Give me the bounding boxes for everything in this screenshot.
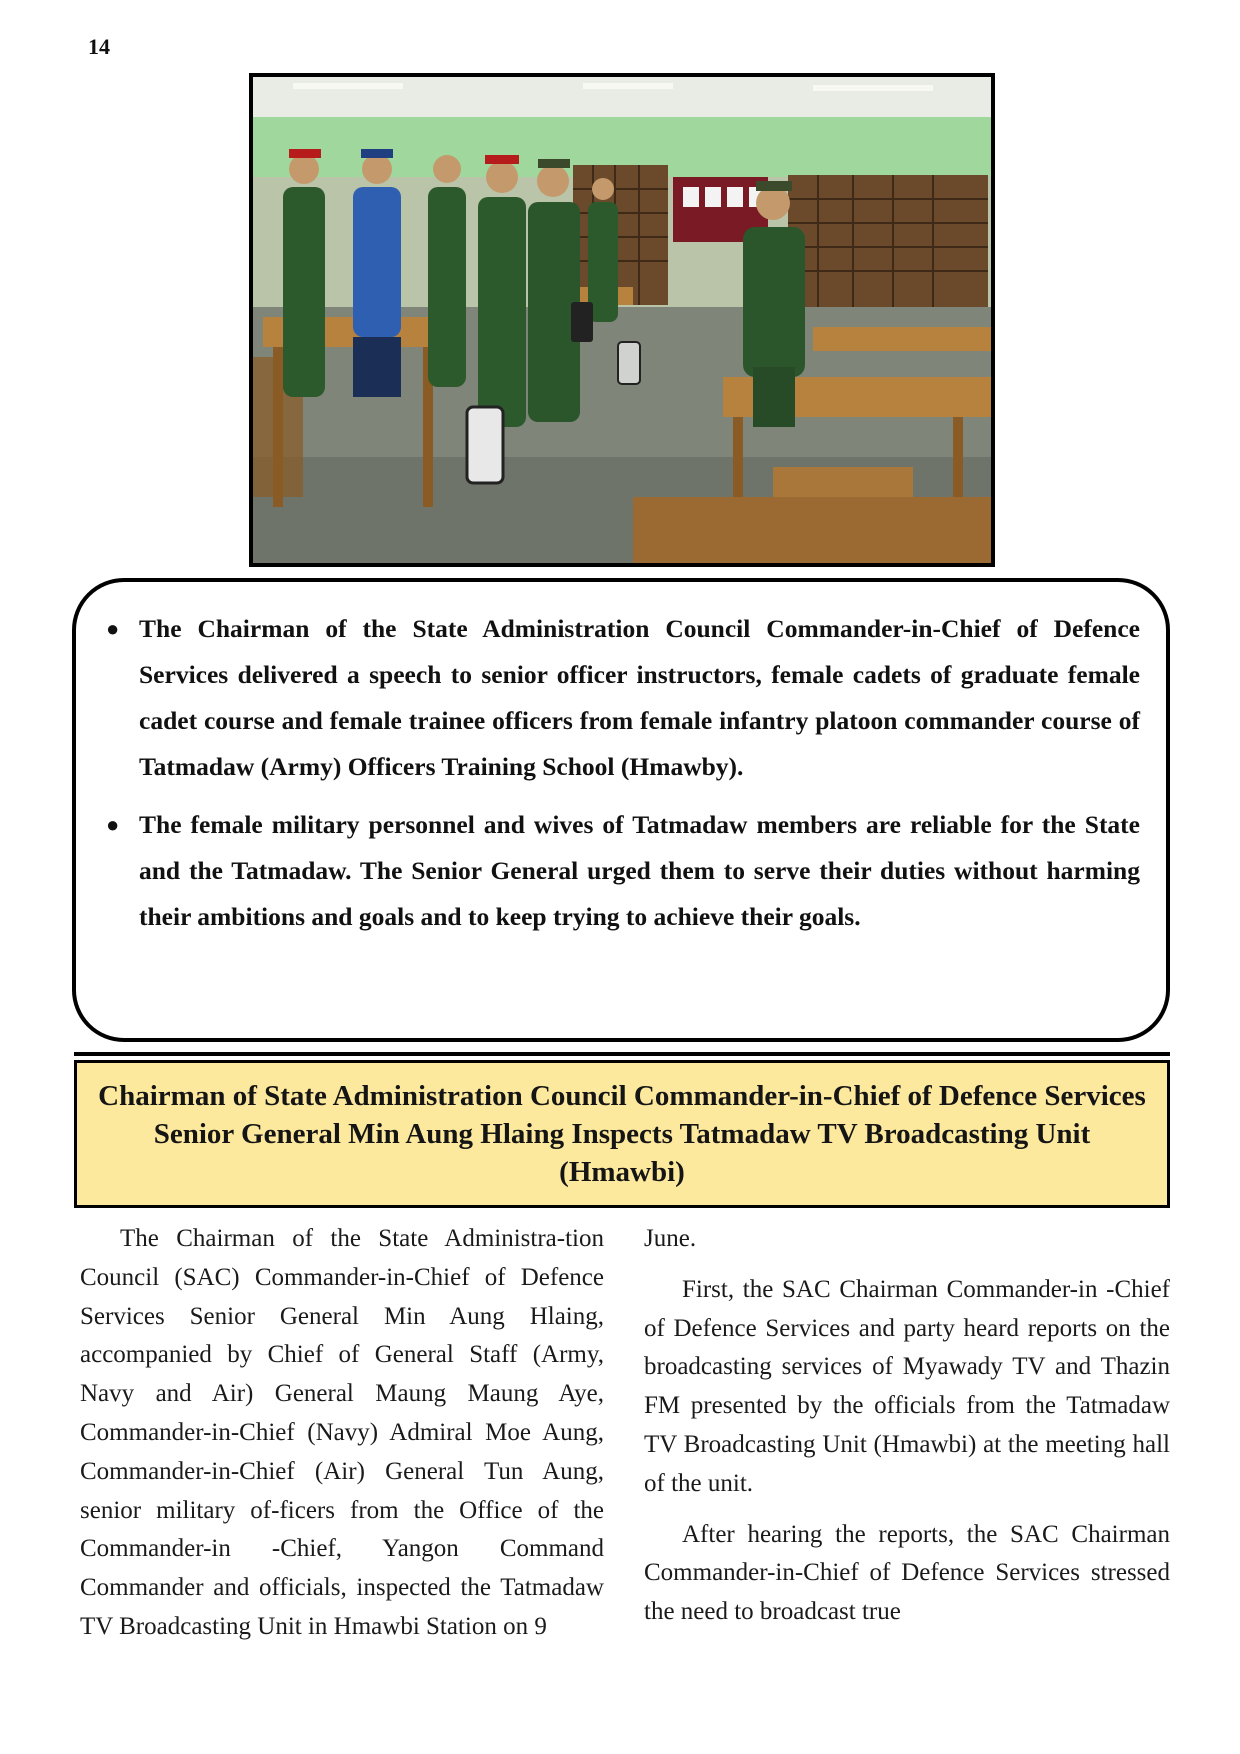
highlights-list bbox=[96, 606, 1140, 940]
highlight-item bbox=[96, 606, 1140, 790]
classroom-inspection-photo bbox=[249, 73, 995, 567]
bullet-icon: ● bbox=[106, 812, 120, 837]
article-body bbox=[80, 1220, 1170, 1700]
highlight-text: The Chairman of the State Administration Council Commander-in-Chief of Defence Services delivered a speech to senior officer instructors, female cadets of graduate female cadet course and female trainee officers from female infantry platoon commander course of Tatmadaw (Army) Officers Training School (Hmawby). bbox=[139, 614, 1140, 781]
photo-illustration bbox=[253, 77, 991, 563]
article-paragraph-continuation: June. bbox=[644, 1225, 697, 1252]
highlights-box bbox=[72, 578, 1170, 1042]
article-column-left bbox=[80, 1220, 604, 1647]
article-headline: Chairman of State Administration Council Commander-in-Chief of Defence Services Senior General Min Aung Hlaing Inspects Tatmadaw TV Broadcasting Unit (Hmawbi) bbox=[98, 1080, 1146, 1188]
bullet-icon: ● bbox=[106, 616, 120, 641]
section-divider bbox=[74, 1052, 1170, 1056]
article-headline-box bbox=[74, 1060, 1170, 1208]
article-paragraph: The Chairman of the State Administra-tion Council (SAC) Commander-in-Chief of Defence Services Senior General Min Aung Hlaing, accompanied by Chief of General Staff (Army, Navy and Air) General Maung Maung Aye, Commander-in-Chief (Navy) Admiral Moe Aung, Commander-in-Chief (Air) General Tun Aung, senior military of-ficers from the Office of the Commander-in -Chief, Yangon Command Commander and officials, inspected the Tatmadaw TV Broadcasting Unit in Hmawbi Station on 9 bbox=[80, 1225, 604, 1640]
article-paragraph: After hearing the reports, the SAC Chairman Commander-in-Chief of Defence Services stressed the need to broadcast true bbox=[644, 1520, 1170, 1626]
article-column-right bbox=[644, 1220, 1170, 1632]
highlight-item bbox=[96, 802, 1140, 940]
article-paragraph: First, the SAC Chairman Commander-in -Chief of Defence Services and party heard reports on the broadcasting services of Myawady TV and Thazin FM presented by the officials from the Tatmadaw TV Broadcasting Unit (Hmawbi) at the meeting hall of the unit. bbox=[644, 1275, 1170, 1497]
page-number: 14 bbox=[88, 34, 110, 59]
highlight-text: The female military personnel and wives of Tatmadaw members are reliable for the State and the Tatmadaw. The Senior General urged them to serve their duties without harming their ambitions and goals and to keep trying to achieve their goals. bbox=[139, 810, 1140, 931]
